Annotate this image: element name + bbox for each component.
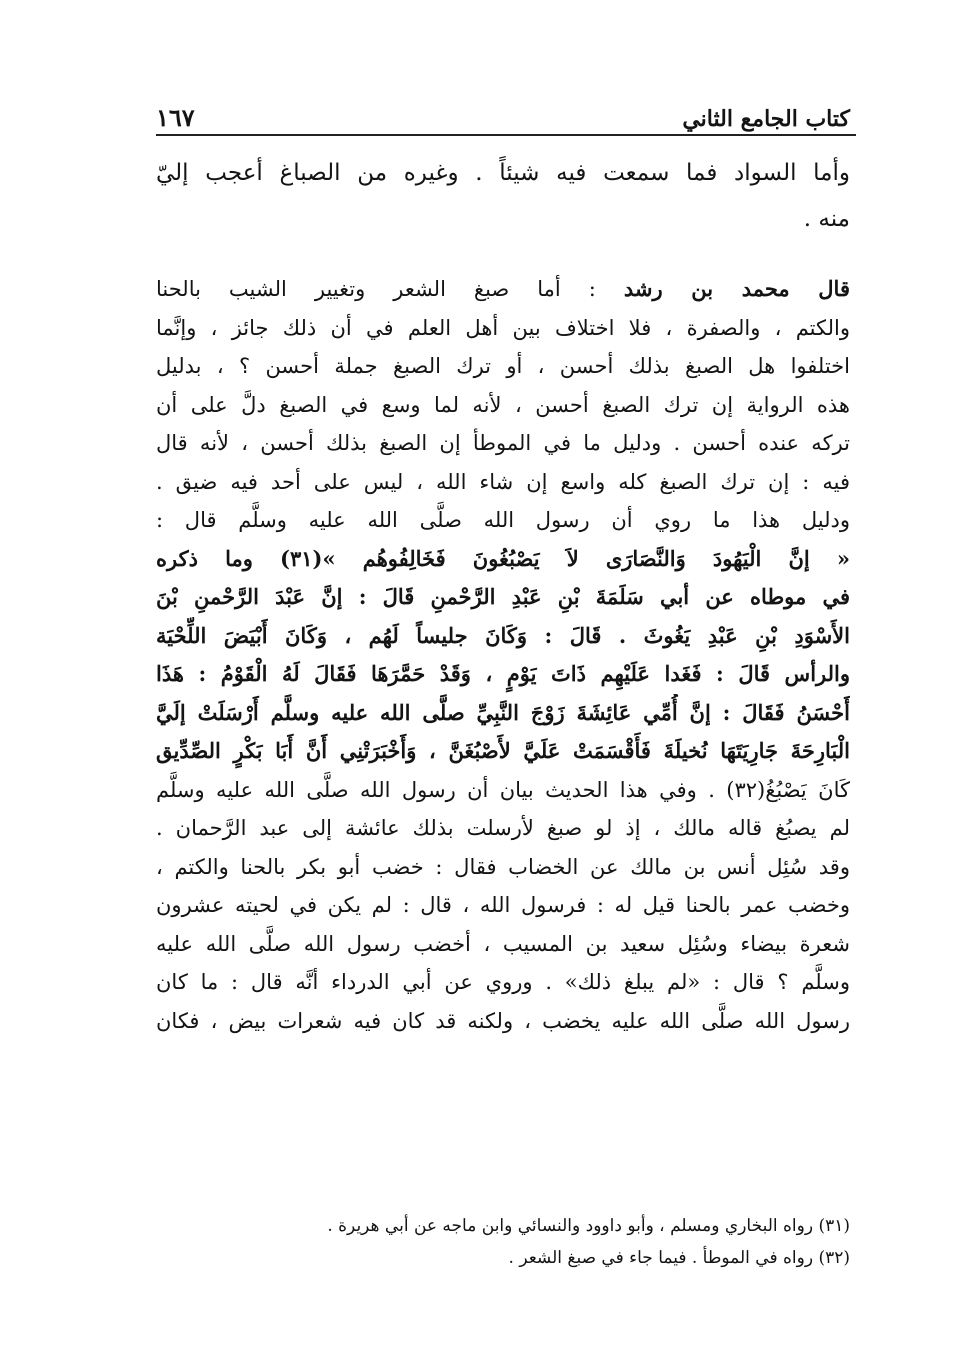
paragraph-gap <box>156 242 850 270</box>
page-header <box>156 88 850 132</box>
text-line: أَحْسَنُ فَقَالَ : إنَّ أُمِّي عَائِشَةَ زَوْجَ النَّبِيِّ صلَّى الله عليه وسلَّم أَرْسَلَتْ إلَيَّ <box>156 699 850 725</box>
text-line: والرأس قَالَ : فَغَدا عَلَيْهِم ذَاتَ يَوْمٍ ، وَقَدْ حَمَّرَهَا فَقَالَ لَهُ الْقَوْمُ : هَذَا <box>156 661 850 686</box>
text-line: وخضب عمر بالحنا قيل له : فرسول الله ، قال : لم يكن في لحيته عشرون <box>156 893 850 917</box>
footnotes <box>156 1210 850 1274</box>
text-line: اختلفوا هل الصبغ بذلك أحسن ، أو ترك الصبغ جملة أحسن ؟ ، بدليل <box>156 354 850 378</box>
text-line <box>156 270 850 309</box>
footnote: (٣١) رواه البخاري ومسلم ، وأبو داوود والنسائي وابن ماجه عن أبي هريرة . <box>327 1216 850 1236</box>
header-rule <box>156 134 856 136</box>
text-segment: : أما صبغ الشعر وتغيير الشيب بالحنا <box>156 277 624 301</box>
text-line: كَانَ يَصْبُغُ(٣٢) . وفي هذا الحديث بيان أن رسول الله صلَّى الله عليه وسلَّم <box>156 777 850 802</box>
speaker-name: قال محمد بن رشد <box>623 276 850 301</box>
text-line: « إنَّ الْيَهُودَ وَالنَّصَارَى لاَ يَصْبُغُونَ فَخَالِفُوهُم »(٣١) وما ذكره <box>156 545 850 571</box>
text-line: شعرة بيضاء وسُئِل سعيد بن المسيب ، أخضب رسول الله صلَّى الله عليه <box>156 931 850 956</box>
page-number: ١٦٧ <box>156 103 195 132</box>
main-text <box>156 150 850 1040</box>
text-line: والكتم ، والصفرة ، فلا اختلاف بين أهل العلم في أن ذلك جائز ، وإنَّما <box>156 315 850 340</box>
footnote: (٣٢) رواه في الموطأ . فيما جاء في صبغ الشعر . <box>508 1248 850 1268</box>
text-line: وسلَّم ؟ قال : «لم يبلغ ذلك» . وروي عن أبي الدرداء أنَّه قال : ما كان <box>156 970 850 994</box>
text-line: وأما السواد فما سمعت فيه شيئاً . وغيره من الصباغ أعجب إليّ <box>156 160 850 186</box>
running-title: كتاب الجامع الثاني <box>682 106 850 132</box>
text-line: وقد سُئِل أنس بن مالك عن الخضاب فقال : خضب أبو بكر بالحنا والكتم ، <box>156 854 850 879</box>
text-line: ودليل هذا ما روي أن رسول الله صلَّى الله عليه وسلَّم قال : <box>156 508 850 532</box>
text-line: رسول الله صلَّى الله عليه يخضب ، ولكنه قد كان فيه شعرات بيض ، فكان <box>156 1008 850 1033</box>
text-line: لم يصبُغ قاله مالك ، إذ لو صبغ لأرسلت بذلك عائشة إلى عبد الرَّحمان . <box>156 816 850 840</box>
text-line: هذه الرواية إن ترك الصبغ أحسن ، لأنه لما وسع في الصبغ دلَّ على أن <box>156 392 850 417</box>
text-line: في موطاه عن أبي سَلَمَةَ بْنِ عَبْدِ الرَّحْمنِ قَالَ : إنَّ عَبْدَ الرَّحْمنِ بْنَ <box>156 584 850 609</box>
text-line: تركه عنده أحسن . ودليل ما في الموطأ إن الصبغ بذلك أحسن ، لأنه قال <box>156 431 850 455</box>
text-line: فيه : إن ترك الصبغ كله واسع إن شاء الله ، ليس على أحد فيه ضيق . <box>156 469 850 494</box>
text-line: الأَسْوَدِ بْنِ عَبْدِ يَغُوثَ . قَالَ : وَكَانَ جليساً لَهُم ، وَكَانَ أَبْيَضَ اللِّحْيَة <box>156 622 850 648</box>
text-line: منه . <box>803 206 850 232</box>
text-line: الْبَارِحَةَ جَارِيَتَهَا نُخيلَةَ فَأَقْسَمَتْ عَلَيَّ لأَصْبُغَنَّ ، وَأَخْبَرَتْنِي أَنَّ أَبَا بَكْرٍ الصِّدِّيق <box>156 738 850 763</box>
